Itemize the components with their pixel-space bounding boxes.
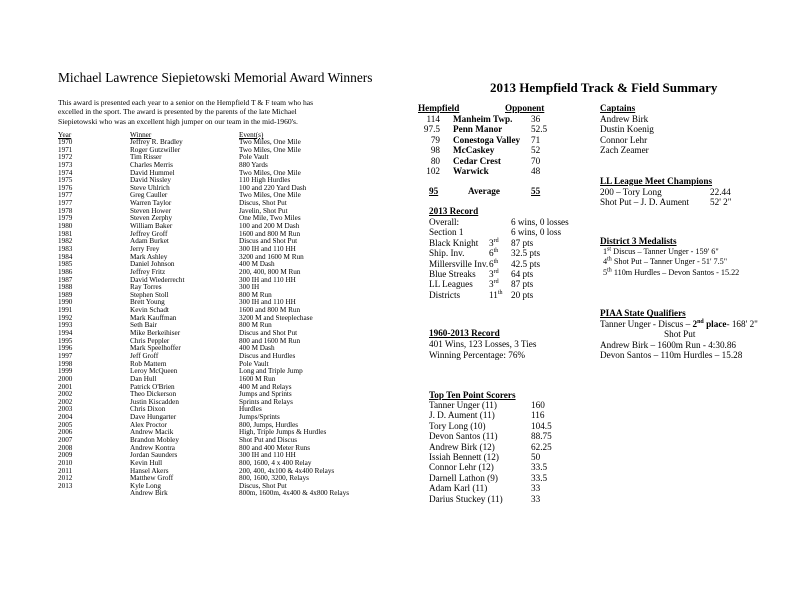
award-winner: Justin Kiscadden [130,397,179,406]
award-events: 300 IH and 110 HH [239,298,296,307]
record-place: 3rd [489,279,499,290]
award-events: Two Miles, One Mile [239,168,301,177]
award-year: 1977 [58,191,73,200]
award-events: 400 M Dash [239,260,275,269]
award-year: 1976 [58,183,73,192]
record-result: 64 pts [511,268,534,279]
award-winner: Daniel Johnson [130,260,175,269]
award-winner: Andrew Kontra [130,443,175,452]
opponent-team: Manheim Twp. [453,114,513,124]
history-line: 401 Wins, 123 Losses, 3 Ties [429,339,537,349]
award-events: 200, 400, 4x100 & 4x400 Relays [239,466,335,475]
award-winner: Jordan Saunders [130,451,178,460]
award-year: 1989 [58,290,73,299]
opponent-score: 52 [531,145,541,156]
award-events: 3200 and 1600 M Run [239,252,304,261]
piaa-entry: Andrew Birk – 1600m Run - 4:30.86 [600,339,737,350]
scorer-name: Tanner Unger (11) [429,400,497,410]
opponent-teams [453,114,520,176]
award-winner: Jeffrey Fritz [130,267,166,276]
award-winner: Jerry Frey [130,244,160,253]
scorer-points: 33.5 [531,472,548,483]
intro-line: excelled in the sport. The award is presented by the parents of the late Michael [58,107,297,117]
opponent-score: 52.5 [531,124,548,135]
scorer-points: 116 [531,410,545,421]
record-place: 11th [489,289,503,300]
record-label: Black Knight [429,237,479,248]
award-year: 1977 [58,199,73,208]
award-winner: Andrew Birk [130,489,168,498]
opponent-team: Penn Manor [453,124,503,135]
opponent-team: Warwick [453,165,489,176]
award-events: Two Miles, One Mile [239,138,301,146]
average-label: Average [468,186,500,196]
history-line: Winning Percentage: 76% [429,350,526,360]
award-winner: Mark Ashley [130,252,168,261]
record-result: 20 pts [511,289,534,300]
hempfield-score: 97.5 [423,124,440,135]
award-winner: Jeff Groff [130,351,159,360]
award-winner: Kevin Schadt [130,306,169,315]
district3-entry: 5th 110m Hurdles – Devon Santos - 15.22 [603,267,740,277]
scorer-name: Darius Stuckey (11) [429,493,503,504]
record-label: Millersville Inv. [429,258,489,269]
award-events: 110 High Hurdles [239,176,291,185]
award-winner: Kyle Long [130,481,161,490]
award-year: 2010 [58,458,73,467]
ll-champion-event: 200 – Tory Long [600,187,662,197]
award-winner: David Hummel [130,168,175,177]
award-winner: Adam Burket [130,237,169,246]
award-winner: William Baker [130,222,173,231]
award-events: 1600 M Run [239,374,276,383]
district3-entry: 1st Discus – Tanner Unger - 159' 6" [603,246,719,256]
award-events: Jumps/Sprints [239,413,280,422]
award-winner: Chris Dixon [130,405,166,414]
award-year: 1998 [58,359,73,368]
award-events: 400 M and Relays [239,382,292,391]
award-events: 880 Yards [239,160,268,169]
hempfield-score: 80 [430,155,440,166]
award-events: Pole Vault [239,359,269,368]
memorial-title: Michael Lawrence Siepietowski Memorial Award Winners [58,70,373,85]
award-year: 2002 [58,390,73,399]
award-year: 2008 [58,443,73,452]
award-events: 800, 1600, 3200, Relays [239,474,309,483]
opponent-scores [531,114,547,176]
award-events: Sprints and Relays [239,397,293,406]
award-year: 2012 [58,474,73,483]
award-winner: Dan Hull [130,374,157,383]
opponent-score: 71 [531,134,541,145]
award-winner: Stephen Stoll [130,290,169,299]
award-year: 2002 [58,397,73,406]
award-year: 1984 [58,252,73,261]
award-winner: Tim Risser [130,153,162,162]
award-year: 1971 [58,145,73,154]
award-winner: Patrick O'Brien [130,382,175,391]
scorer-points: 62.25 [531,441,552,452]
events-header: Event(s) [239,131,264,139]
award-winner: Jeffrey R. Bradley [130,138,183,146]
ll-champion-mark: 22.44 [710,187,731,197]
award-year: 2013 [58,481,73,490]
average-hempfield: 95 [429,186,439,196]
award-winner: Jeffrey Groff [130,229,168,238]
piaa-entry: Tanner Unger - Discus – 2nd place- 168' 2" [600,318,758,329]
award-year: 1970 [58,138,73,146]
record-label: Districts [429,289,461,300]
scorer-points: 33 [531,493,541,504]
hempfield-score: 114 [426,114,440,124]
scorer-name: Issiah Bennett (12) [429,451,499,462]
award-year: 1988 [58,283,73,292]
award-year: 2011 [58,466,73,475]
opponent-score: 70 [531,155,541,166]
award-winner: Steven Hower [130,206,171,215]
award-events: 1600 and 800 M Run [239,306,301,315]
opponent-team: Cedar Crest [453,155,501,166]
scorer-points: 104.5 [531,420,552,431]
award-year: 1980 [58,222,73,231]
award-events: Jumps and Sprints [239,390,292,399]
piaa-list [600,319,758,361]
piaa-header: PIAA State Qualifiers [600,308,686,318]
award-events: Shot Put and Discus [239,435,298,444]
hempfield-score: 98 [430,145,440,156]
memorial-intro [58,98,358,126]
scorer-name: Andrew Birk (12) [429,441,495,452]
award-events: Two Miles, One Mile [239,145,301,154]
piaa-entry: Shot Put [664,329,696,340]
award-events: Long and Triple Jump [239,367,303,376]
award-events: 100 and 200 M Dash [239,222,300,231]
award-winner: Seth Bair [130,321,157,330]
events-column [239,139,349,498]
award-year: 2001 [58,382,73,391]
award-year: 1996 [58,344,73,353]
award-events: Discus and Hurdles [239,351,296,360]
award-events: Discus, Shot Put [239,481,287,490]
record-place: 6th [489,248,499,259]
award-events: 300 IH and 110 HH [239,275,296,284]
award-winner: Ray Torres [130,283,162,292]
year-header: Year [58,131,72,139]
award-year: 2007 [58,435,73,444]
captain-name: Dustin Koenig [600,124,654,135]
ll-champion-event: Shot Put – J. D. Aument [600,197,690,207]
record-place [489,227,503,237]
award-winner: Alex Proctor [130,420,167,429]
record-label: Overall: [429,217,460,227]
award-winner: Kevin Hull [130,458,163,467]
award-events: Javelin, Shot Put [239,206,288,215]
piaa-entry: Devon Santos – 110m Hurdles – 15.28 [600,350,743,361]
record-label: LL Leagues [429,279,473,290]
scorer-points: 33.5 [531,462,548,473]
captain-name: Andrew Birk [600,114,649,124]
award-winner: Steven Zerphy [130,214,173,223]
award-year: 1985 [58,260,73,269]
award-winner: Warren Taylor [130,199,172,208]
record-header: 2013 Record [429,206,479,216]
award-events: 1600 and 800 M Run [239,229,301,238]
award-events: 400 M Dash [239,344,275,353]
record-result: 87 pts [511,279,534,290]
award-winner: Theo Dickerson [130,390,177,399]
award-winner: David Wiederrecht [130,275,185,284]
record-label: Blue Streaks [429,268,476,279]
scorer-names [429,400,503,504]
award-winner: Mike Berkeihiser [130,329,181,338]
award-year: 1972 [58,153,73,162]
opponent-score: 36 [531,114,541,124]
record-labels [429,217,488,300]
award-events: 300 IH and 110 HH [239,451,296,460]
award-year: 2003 [58,405,73,414]
hempfield-header: Hempfield [418,103,460,113]
summary-title: 2013 Hempfield Track & Field Summary [490,80,718,95]
record-place [489,217,503,227]
award-events: 200, 400, 800 M Run [239,267,301,276]
award-events: High, Triple Jumps & Hurdles [239,428,327,437]
award-events: Hurdles [239,405,262,414]
award-winner: Steve Uhlrich [130,183,170,192]
award-events: Discus and Shot Put [239,237,298,246]
winner-header: Winner [130,131,152,139]
award-year: 2000 [58,374,73,383]
award-year: 1997 [58,351,73,360]
award-events: One Mile, Two Miles [239,214,301,223]
award-year: 1993 [58,321,73,330]
scorer-points [531,400,552,504]
scorer-name: Connor Lehr (12) [429,462,494,473]
award-winner: Roger Gutzwiller [130,145,181,154]
record-results [511,217,569,300]
award-events: 800 M Run [239,290,272,299]
award-year: 1987 [58,275,73,284]
award-year: 1992 [58,313,73,322]
scorer-name: Tory Long (10) [429,420,486,431]
award-events: 800m, 1600m, 4x400 & 4x800 Relays [239,489,350,498]
opponent-score: 48 [531,165,541,176]
award-winner: Hansel Akers [130,466,169,475]
award-year: 2005 [58,420,73,429]
award-events: 300 IH [239,283,260,292]
captains-header: Captains [600,103,636,113]
award-events: 800, Jumps, Hurdles [239,420,299,429]
award-events: 300 IH and 110 HH [239,244,296,253]
intro-line: This award is presented each year to a senior on the Hempfield T & F team who has [58,98,314,107]
award-year: 1986 [58,267,73,276]
record-places [489,217,503,300]
year-column [58,139,72,490]
award-events: 100 and 220 Yard Dash [239,183,307,192]
record-result: 32.5 pts [511,248,541,259]
award-year: 1999 [58,367,73,376]
captain-name: Connor Lehr [600,134,648,145]
scorer-name: Devon Santos (11) [429,431,498,442]
award-events: Discus, Shot Put [239,199,287,208]
award-year: 1974 [58,168,73,177]
opponent-team: Conestoga Valley [453,134,521,145]
captain-name: Zach Zeamer [600,145,649,156]
award-year: 1995 [58,336,73,345]
award-year: 2009 [58,451,73,460]
award-winner: Dave Hungarter [130,413,177,422]
award-year: 1981 [58,229,73,238]
award-winner: Mark Kauffman [130,313,177,322]
record-result: 87 pts [511,237,534,248]
record-result: 6 wins, 0 loss [511,227,562,238]
award-winner: Matthew Groff [130,474,174,483]
ll-champion-mark: 52' 2" [710,197,732,207]
hempfield-score: 79 [430,134,440,145]
opponent-team: McCaskey [453,145,495,156]
scorer-points: 160 [531,400,545,410]
award-year: 1975 [58,176,73,185]
scorer-name: Darnell Lathon (9) [429,472,498,483]
award-year: 1990 [58,298,73,307]
winner-column [130,139,184,498]
ll-champions-header: LL League Meet Champions [600,176,713,186]
award-year: 1979 [58,214,73,223]
award-year: 1978 [58,206,73,215]
scorer-name: J. D. Aument (11) [429,410,495,421]
award-winner: Brett Young [130,298,165,307]
award-events: 800 and 400 Meter Runs [239,443,311,452]
award-events: 800, 1600, 4 x 400 Relay [239,458,312,467]
award-winner: Rob Mattern [130,359,167,368]
hempfield-scores [418,114,440,176]
record-place: 3rd [489,268,499,279]
history-header: 1960-2013 Record [429,328,500,338]
intro-line: Siepietowski who was an excellent high jumper on our team in the mid-1960's. [58,116,298,126]
award-winner: Charles Merris [130,160,173,169]
scorer-points: 50 [531,451,541,462]
record-place: 6th [489,258,499,269]
award-winner: Brandon Mobley [130,435,179,444]
opponent-header: Opponent [505,103,545,113]
award-winner: Chris Peppler [130,336,170,345]
award-year: 1973 [58,160,73,169]
average-opponent: 55 [531,186,541,196]
award-winner: Greg Cauller [130,191,168,200]
award-events: 3200 M and Steeplechase [239,313,313,322]
award-events: 800 M Run [239,321,272,330]
award-winner: Andrew Macik [130,428,174,437]
record-result: 6 wins, 0 losses [511,217,569,227]
award-winner: David Nissley [130,176,171,185]
record-label: Ship. Inv. [429,248,465,259]
captain-names [600,114,654,156]
hempfield-score: 102 [426,165,440,176]
district3-entry: 4th Shot Put – Tanner Unger - 51' 7.5" [603,256,728,267]
award-year: 2006 [58,428,73,437]
award-events: 800 and 1600 M Run [239,336,301,345]
district3-list [603,247,739,278]
scorers-header: Top Ten Point Scorers [429,390,516,400]
award-year: 1994 [58,329,73,338]
award-events: Two Miles, One Mile [239,191,301,200]
award-year: 1982 [58,237,73,246]
award-events: Discus and Shot Put [239,329,298,338]
scorer-points: 33 [531,483,541,494]
award-year: 1983 [58,244,73,253]
award-year: 1991 [58,306,73,315]
award-winner: Leroy McQueen [130,367,178,376]
record-place: 3rd [489,237,499,248]
award-winner: Mark Speelhoffer [130,344,181,353]
award-year: 2004 [58,413,73,422]
district3-header: District 3 Medalists [600,236,677,246]
record-label: Section 1 [429,227,464,238]
record-result: 42.5 pts [511,258,541,269]
award-events: Pole Vault [239,153,269,162]
scorer-points: 88.75 [531,431,552,442]
scorer-name: Adam Karl (11) [429,483,488,494]
